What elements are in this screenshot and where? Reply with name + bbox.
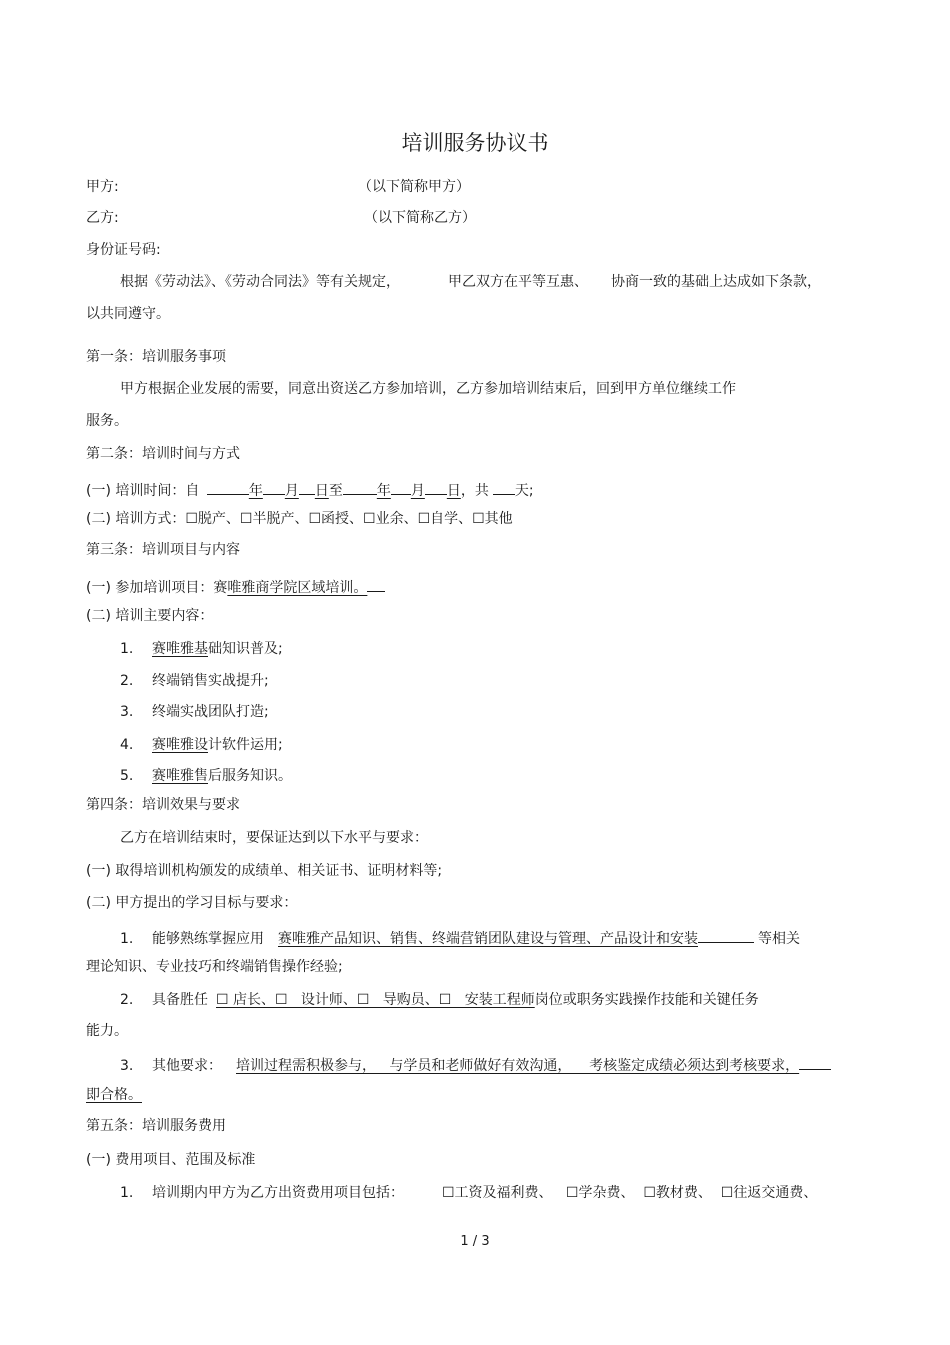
page-number: 1 / 3: [460, 1234, 490, 1249]
fee-item-text: 培训期内甲方为乙方出资费用项目包括：: [152, 1185, 404, 1201]
goal-item-3: [120, 1055, 831, 1075]
goal-item-1-line-2: 理论知识、专业技巧和终端销售操作经验;: [86, 959, 343, 975]
content-item-num: 2.: [120, 673, 134, 689]
fee-subheading: (一) 费用项目、范围及标准: [86, 1152, 256, 1168]
article-5-heading: 第五条：培训服务费用: [86, 1118, 226, 1134]
end-day-blank: [425, 480, 447, 495]
fee-item-options: ☐工资及福利费、 ☐学杂费、 ☐教材费、 ☐往返交通费、: [442, 1185, 818, 1201]
goal-item-under: 赛唯雅产品知识、销售、终端营销团队建设与管理、产品设计和安装: [278, 931, 698, 947]
id-number-label: 身份证号码:: [86, 242, 161, 258]
content-item-under: 赛唯雅设: [152, 737, 208, 753]
party-a-label: 甲方:: [86, 179, 119, 195]
start-year: 年: [248, 483, 263, 499]
content-item-num: 5.: [120, 768, 134, 784]
start-month: 月: [284, 483, 299, 499]
content-item-1: [120, 640, 283, 658]
preamble-part-3: 协商一致的基础上达成如下条款，: [611, 274, 821, 290]
preamble-part-2: 甲乙双方在平等互惠、: [448, 274, 588, 290]
content-item-text: 终端销售实战提升;: [152, 673, 269, 689]
training-content-label: (二) 培训主要内容：: [86, 608, 214, 624]
training-project-label: (一) 参加培训项目：赛: [86, 580, 228, 596]
article-1-para-line-1: 甲方根据企业发展的需要，同意出资送乙方参加培训，乙方参加培训结束后，回到甲方单位继续工作: [120, 381, 736, 397]
end-month-blank: [391, 480, 411, 495]
preamble-part-1: 根据《劳动法》、《劳动合同法》等有关规定，: [120, 274, 400, 290]
requirement-1: (一) 取得培训机构颁发的成绩单、相关证书、证明材料等;: [86, 863, 443, 879]
goal-item-under: ☐ 店长、☐ 设计师、☐ 导购员、☐ 安装工程师: [216, 992, 535, 1008]
days-label: 天;: [514, 483, 534, 499]
training-project-value: 唯雅商学院区域培训。: [227, 580, 368, 596]
goal-item-blank: [698, 928, 754, 943]
to-label: 至: [328, 483, 343, 499]
content-item-text: 后服务知识。: [208, 768, 292, 784]
training-project-blank: [367, 577, 385, 592]
training-time-label: (一) 培训时间：自: [86, 483, 200, 499]
goal-item-under: 培训过程需积极参与， 与学员和老师做好有效沟通， 考核鉴定成绩必须达到考核要求，: [236, 1058, 800, 1074]
total-label: ，共: [460, 483, 489, 499]
fee-item-1: [120, 1184, 817, 1202]
start-day-blank: [299, 480, 315, 495]
goal-item-3-line-2: 即合格。: [86, 1087, 142, 1103]
training-project-line: [86, 577, 385, 597]
requirement-2: (二) 甲方提出的学习目标与要求：: [86, 895, 298, 911]
goal-item-2: [120, 991, 759, 1009]
goal-item-prefix: 能够熟练掌握应用: [152, 931, 264, 947]
content-item-under: 赛唯雅基: [152, 641, 208, 657]
content-item-5: [120, 767, 292, 785]
start-day: 日: [314, 483, 329, 499]
start-month-blank: [263, 480, 285, 495]
article-1-heading: 第一条：培训服务事项: [86, 349, 226, 365]
start-year-blank: [207, 480, 249, 495]
content-item-num: 3.: [120, 704, 134, 720]
party-a-note: （以下简称甲方）: [358, 179, 470, 195]
end-day: 日: [446, 483, 461, 499]
training-time-line: [86, 480, 534, 500]
content-item-under: 赛唯雅售: [152, 768, 208, 784]
content-item-text: 础知识普及;: [208, 641, 283, 657]
document-title: 培训服务协议书: [401, 131, 549, 155]
end-year: 年: [376, 483, 391, 499]
article-1-para-line-2: 服务。: [86, 413, 128, 429]
content-item-2: [120, 672, 269, 690]
goal-item-suffix: 岗位或职务实践操作技能和关键任务: [534, 992, 759, 1008]
preamble-line-2: 以共同遵守。: [86, 306, 170, 322]
fee-item-num: 1.: [120, 1185, 134, 1201]
goal-item-blank: [799, 1055, 831, 1070]
content-item-num: 1.: [120, 641, 134, 657]
end-year-blank: [343, 480, 377, 495]
content-item-text: 计软件运用;: [208, 737, 283, 753]
goal-item-suffix: 等相关: [758, 931, 800, 947]
training-method-line: (二) 培训方式：☐脱产、☐半脱产、☐函授、☐业余、☐自学、☐其他: [86, 511, 513, 527]
party-b-note: （以下简称乙方）: [364, 210, 476, 226]
goal-item-prefix: 具备胜任: [152, 992, 208, 1008]
article-4-heading: 第四条：培训效果与要求: [86, 797, 240, 813]
goal-item-1: [120, 928, 800, 948]
content-item-4: [120, 736, 283, 754]
article-2-heading: 第二条：培训时间与方式: [86, 446, 240, 462]
article-3-heading: 第三条：培训项目与内容: [86, 542, 240, 558]
content-item-num: 4.: [120, 737, 134, 753]
content-item-3: [120, 703, 269, 721]
goal-item-num: 2.: [120, 992, 134, 1008]
goal-item-prefix: 其他要求：: [152, 1058, 222, 1074]
party-b-label: 乙方:: [86, 210, 119, 226]
goal-item-num: 1.: [120, 931, 134, 947]
goal-item-num: 3.: [120, 1058, 134, 1074]
end-month: 月: [410, 483, 425, 499]
content-item-text: 终端实战团队打造;: [152, 704, 269, 720]
article-4-intro: 乙方在培训结束时，要保证达到以下水平与要求：: [120, 830, 428, 846]
days-blank: [493, 480, 515, 495]
goal-item-2-line-2: 能力。: [86, 1023, 128, 1039]
